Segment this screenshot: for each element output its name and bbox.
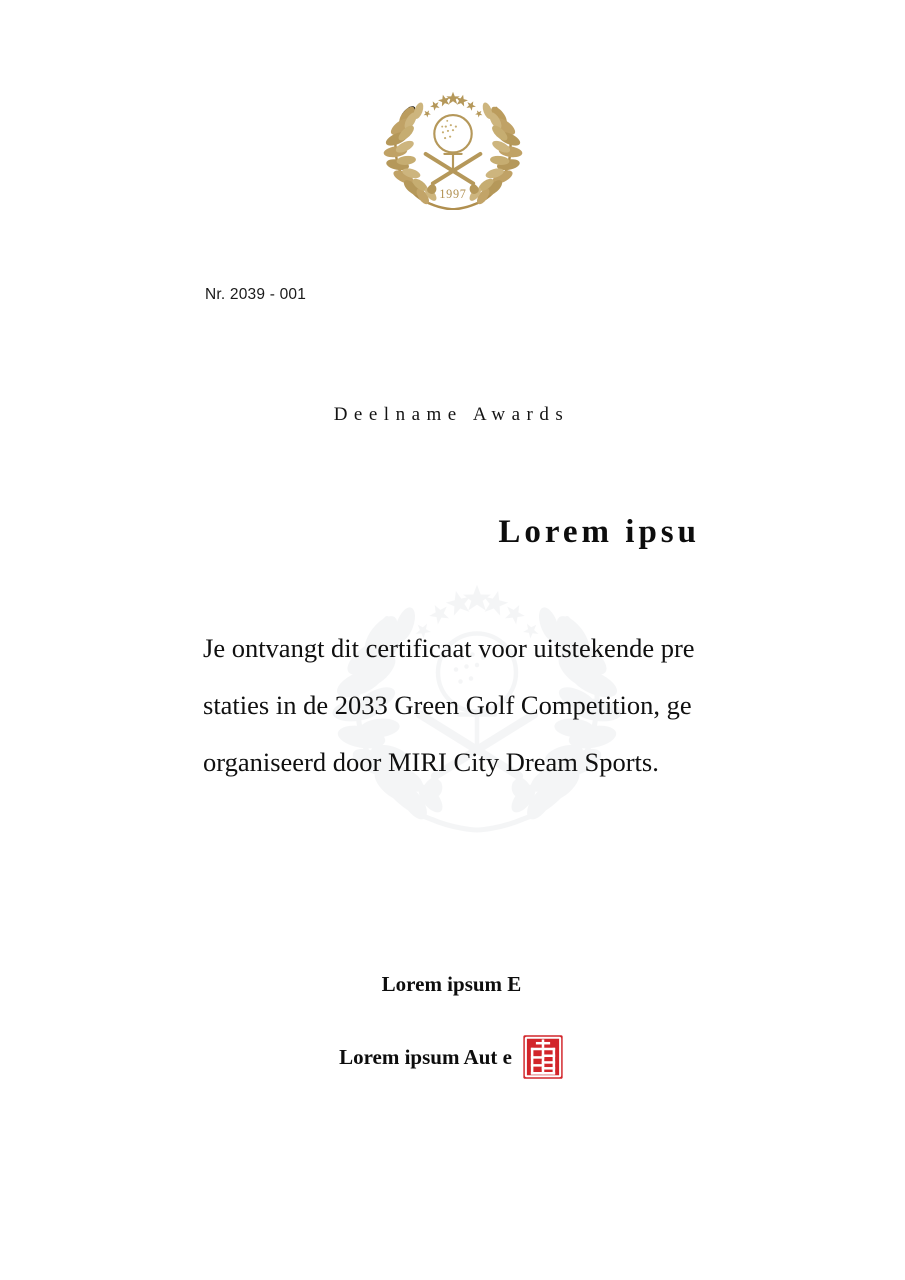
signature-line-secondary: Lorem ipsum Aut e xyxy=(339,1044,512,1069)
svg-text:1997: 1997 xyxy=(439,186,467,201)
award-kind-title: Deelname Awards xyxy=(333,404,570,425)
recipient-name: Lorem ipsu xyxy=(498,514,700,550)
golf-laurel-emblem-icon xyxy=(380,82,526,210)
certificate-serial-number: Nr. 2039 - 001 xyxy=(205,286,307,303)
red-seal-stamp-icon xyxy=(522,1034,564,1080)
certificate-body-text: Je ontvangt dit certificaat voor uitstekende prestaties in de 2033 Green Golf Competition, georganiseerd door MIRI City Dream Sports. xyxy=(203,633,695,777)
signature-row-secondary xyxy=(203,1034,700,1080)
signature-line-primary: Lorem ipsum E xyxy=(381,972,522,996)
